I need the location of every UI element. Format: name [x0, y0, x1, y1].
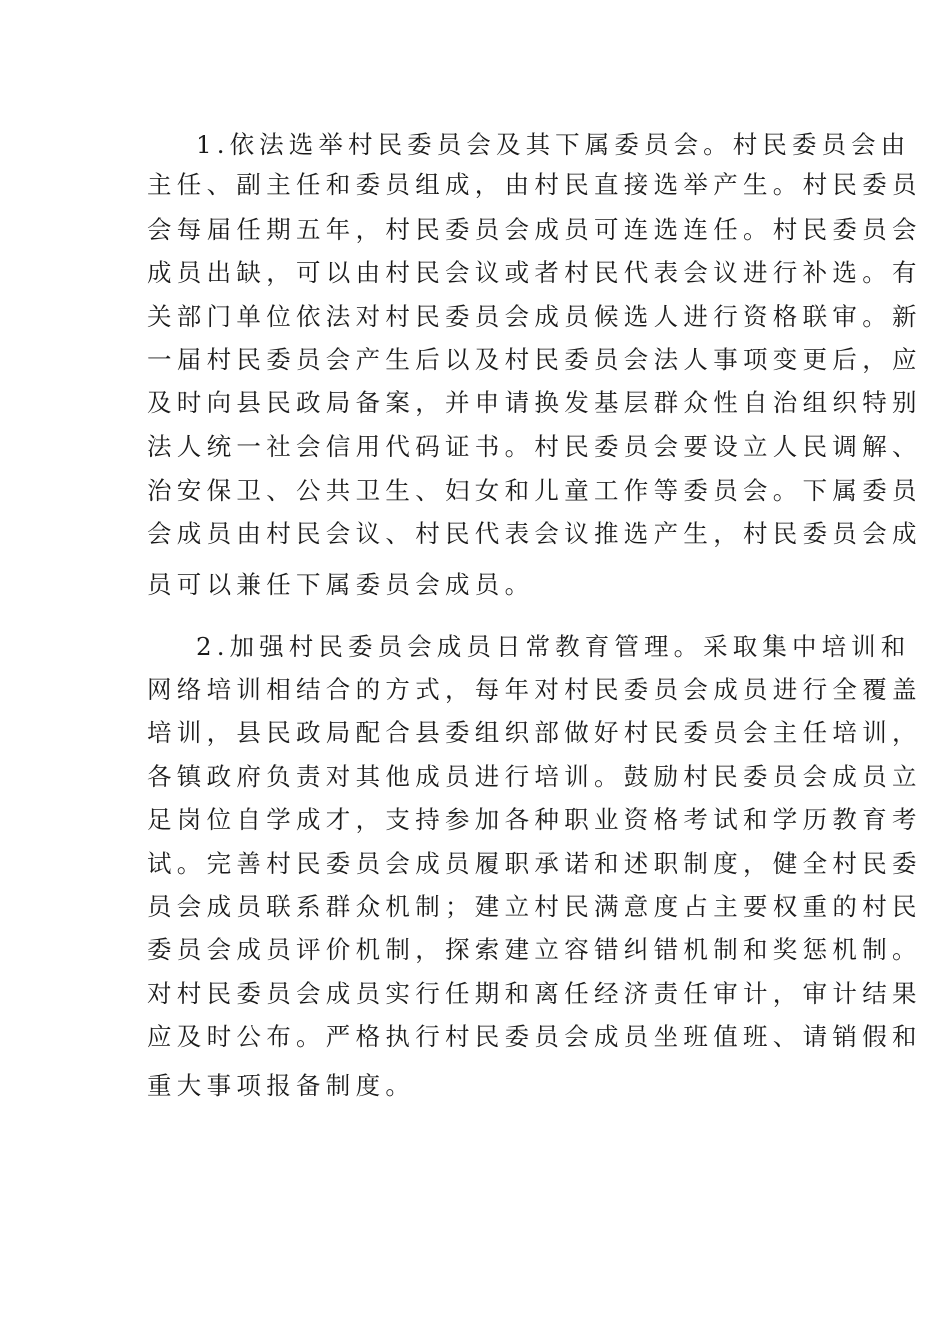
text-line: 委员会成员评价机制，探索建立容错纠错机制和奖惩机制。	[147, 935, 922, 964]
text-line: 及时向县民政局备案，并申请换发基层群众性自治组织特别	[147, 388, 922, 417]
text-line: 应及时公布。严格执行村民委员会成员坐班值班、请销假和	[147, 1022, 922, 1051]
text-line: 员会成员联系群众机制；建立村民满意度占主要权重的村民	[147, 892, 922, 921]
text-line: 主任、副主任和委员组成，由村民直接选举产生。村民委员	[147, 170, 922, 199]
text-line: 1.依法选举村民委员会及其下属委员会。村民委员会由	[196, 130, 911, 159]
text-line: 成员出缺，可以由村民会议或者村民代表会议进行补选。有	[147, 258, 922, 287]
text-line: 重大事项报备制度。	[147, 1071, 416, 1100]
text-line: 2.加强村民委员会成员日常教育管理。采取集中培训和	[196, 632, 911, 661]
text-line: 足岗位自学成才，支持参加各种职业资格考试和学历教育考	[147, 805, 922, 834]
text-line: 各镇政府负责对其他成员进行培训。鼓励村民委员会成员立	[147, 762, 922, 791]
text-line: 会成员由村民会议、村民代表会议推选产生，村民委员会成	[147, 519, 922, 548]
text-line: 治安保卫、公共卫生、妇女和儿童工作等委员会。下属委员	[147, 476, 922, 505]
text-line: 关部门单位依法对村民委员会成员候选人进行资格联审。新	[147, 302, 922, 331]
text-line: 一届村民委员会产生后以及村民委员会法人事项变更后，应	[147, 345, 922, 374]
text-line: 对村民委员会成员实行任期和离任经济责任审计，审计结果	[147, 979, 922, 1008]
text-line: 网络培训相结合的方式，每年对村民委员会成员进行全覆盖	[147, 675, 922, 704]
text-line: 会每届任期五年，村民委员会成员可连选连任。村民委员会	[147, 215, 922, 244]
text-line: 试。完善村民委员会成员履职承诺和述职制度，健全村民委	[147, 849, 922, 878]
text-line: 员可以兼任下属委员会成员。	[147, 570, 535, 599]
text-line: 法人统一社会信用代码证书。村民委员会要设立人民调解、	[147, 432, 922, 461]
text-line: 培训，县民政局配合县委组织部做好村民委员会主任培训，	[147, 718, 922, 747]
